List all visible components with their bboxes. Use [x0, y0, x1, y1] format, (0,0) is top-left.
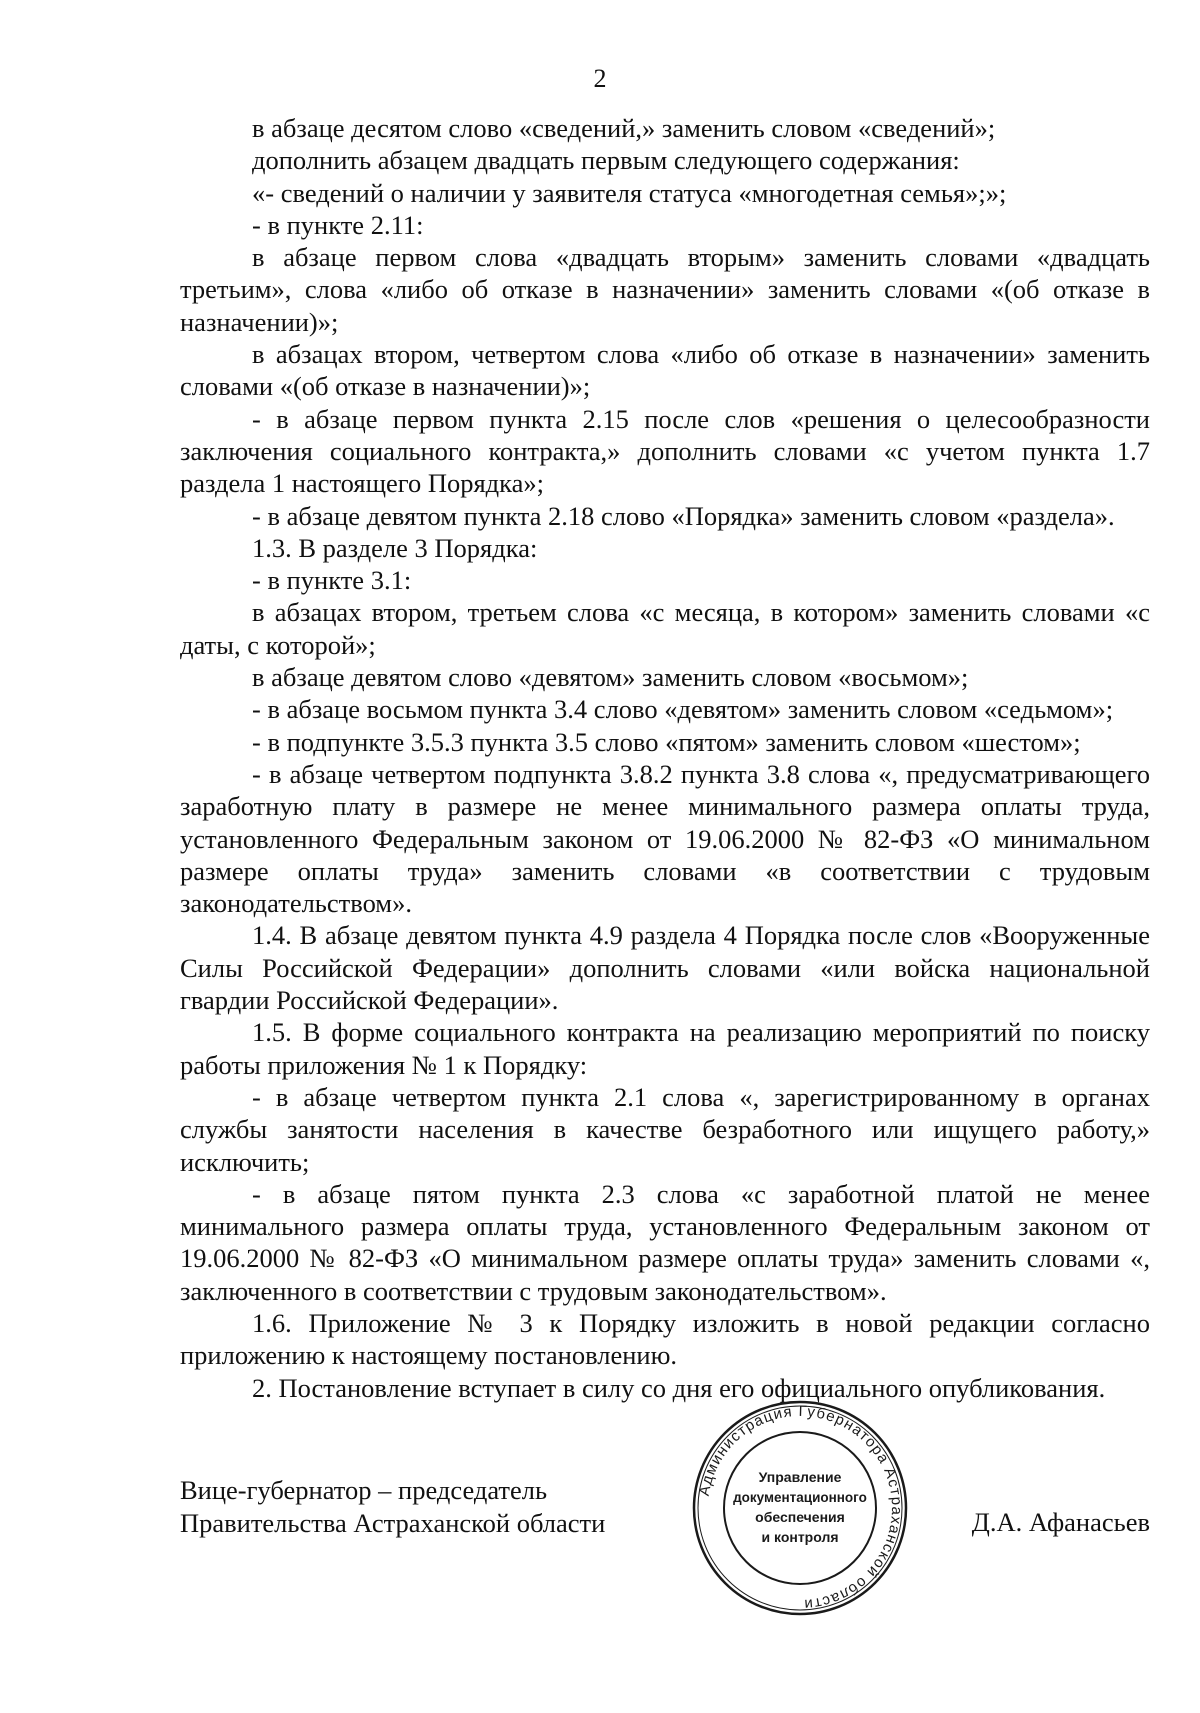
stamp-ring-text — [696, 1403, 905, 1613]
paragraph: 2. Постановление вступает в силу со дня его официального опубликования. — [252, 1372, 1106, 1403]
paragraph: - в абзаце восьмом пункта 3.4 слово «девятом» заменить словом «седьмом»; — [252, 694, 1114, 725]
paragraph: - в абзаце девятом пункта 2.18 слово «Порядка» заменить словом «раздела». — [252, 500, 1115, 531]
paragraph: в абзацах втором, третьем слова «с месяца, в котором» заменить словами «с даты, с которой»; — [180, 597, 1150, 660]
paragraph: в абзаце десятом слово «сведений,» заменить словом «сведений»; — [252, 113, 996, 143]
signer-title-line: Правительства Астраханской области — [180, 1507, 606, 1538]
signer-title-line: Вице-губернатор – председатель — [180, 1475, 548, 1505]
signature-block — [180, 1402, 1150, 1618]
stamp-center-line: документационного — [733, 1490, 867, 1505]
paragraph: в абзаце девятом слово «девятом» заменить словом «восьмом»; — [252, 662, 969, 693]
signer-name: Д.А. Афанасьев — [971, 1507, 1150, 1537]
document-body — [180, 112, 1150, 1404]
paragraph: - в абзаце четвертом подпункта 3.8.2 пункта 3.8 слова «, предусматривающего заработную плату в размере не менее минимального размера оплаты труда, установленного Федеральным законом от 19.06.2000 № 82-ФЗ «О минимальном размере оплаты труда» заменить словами «в соответствии с трудовым законодательством». — [180, 758, 1150, 919]
page-number: 2 — [593, 64, 607, 93]
paragraph: 1.6. Приложение № 3 к Порядку изложить в новой редакции согласно приложению к настоящему постановлению. — [180, 1307, 1150, 1371]
paragraph: 1.4. В абзаце девятом пункта 4.9 раздела 4 Порядка после слов «Вооруженные Силы Российской Федерации» дополнить словами «или войска национальной гвардии Российской Федерации». — [180, 920, 1150, 1016]
paragraph: дополнить абзацем двадцать первым следующего содержания: — [252, 145, 960, 176]
paragraph: «- сведений о наличии у заявителя статуса «многодетная семья»;»; — [252, 177, 1007, 208]
paragraph: - в абзаце первом пункта 2.15 после слов «решения о целесообразности заключения социального контракта,» дополнить словами «с учетом пункта 1.7 раздела 1 настоящего Порядка»; — [180, 403, 1150, 499]
paragraph: в абзацах втором, четвертом слова «либо об отказе в назначении» заменить словами «(об отказе в назначении)»; — [180, 339, 1150, 402]
paragraph: - в пункте 2.11: — [252, 209, 424, 240]
official-stamp — [690, 1398, 910, 1618]
stamp-ring-text-path: Администрация Губернатора Астраханской области — [695, 1402, 906, 1614]
stamp-center-line: и контроля — [761, 1529, 839, 1545]
paragraph: - в подпункте 3.5.3 пункта 3.5 слово «пятом» заменить словом «шестом»; — [252, 726, 1081, 757]
stamp-center-line: Управление — [758, 1469, 842, 1485]
paragraph: в абзаце первом слова «двадцать вторым» заменить словами «двадцать третьим», слова «либо об отказе в назначении» заменить словами «(об отказе в назначении)»; — [180, 242, 1150, 337]
stamp-center-line: обеспечения — [755, 1509, 845, 1525]
paragraph: - в абзаце пятом пункта 2.3 слова «с заработной платой не менее минимального размера оплаты труда, установленного Федеральным законом от 19.06.2000 № 82-ФЗ «О минимальном размере оплаты труда» заменить словами «, заключенного в соответствии с трудовым законодательством». — [180, 1178, 1150, 1306]
signer-title — [180, 1474, 605, 1539]
paragraph: 1.5. В форме социального контракта на реализацию мероприятий по поиску работы приложения № 1 к Порядку: — [180, 1017, 1150, 1080]
paragraph: - в абзаце четвертом пункта 2.1 слова «, зарегистрированному в органах службы занятости населения в качестве безработного или ищущего работу,» исключить; — [180, 1081, 1150, 1177]
stamp-inner-ring — [724, 1432, 876, 1584]
paragraph: - в пункте 3.1: — [252, 565, 412, 596]
paragraph: 1.3. В разделе 3 Порядка: — [252, 532, 538, 563]
